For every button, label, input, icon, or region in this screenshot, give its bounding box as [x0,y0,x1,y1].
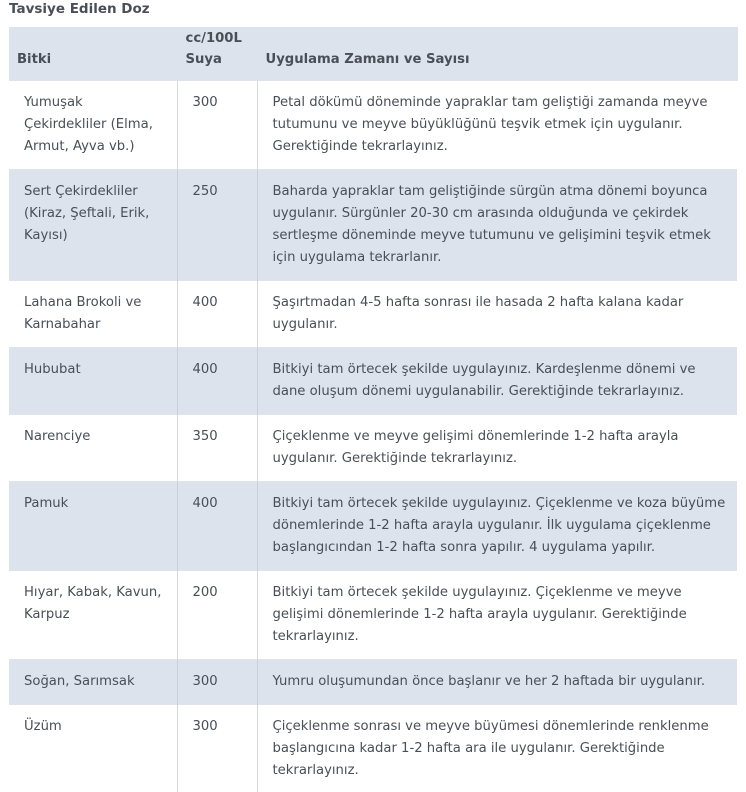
table-row [9,571,737,660]
cell-application: Şaşırtmadan 4-5 hafta sonrası ile hasada 2 hafta kalana kadar uygulanır. [257,281,737,348]
header-dose: cc/100L Suya [177,27,257,81]
cell-application: Baharda yapraklar tam geliştiğinde sürgün atma dönemi boyunca uygulanır. Sürgünler 20-30 cm arasında olduğunda ve çekirdek sertleşme döneminde meyve tutumunu ve gelişimini teşvik etmek için uygulama tekrarlanır. [257,170,737,281]
table-row [9,415,737,482]
cell-application: Çiçeklenme ve meyve gelişimi dönemlerinde 1-2 hafta arayla uygulanır. Gerektiğinde tekrarlayınız. [257,415,737,482]
cell-plant: Yumuşak Çekirdekliler (Elma, Armut, Ayva vb.) [9,81,177,170]
header-application: Uygulama Zamanı ve Sayısı [257,27,737,81]
cell-application: Bitkiyi tam örtecek şekilde uygulayınız. Kardeşlenme dönemi ve dane oluşum dönemi uygulanabilir. Gerektiğinde tekrarlayınız. [257,348,737,415]
header-plant: Bitki [9,27,177,81]
cell-plant: Soğan, Sarımsak [9,660,177,705]
table-row [9,281,737,348]
cell-application: Yumru oluşumundan önce başlanır ve her 2 haftada bir uygulanır. [257,660,737,705]
section-heading: Tavsiye Edilen Doz [9,0,150,18]
cell-plant: Sert Çekirdekliler (Kiraz, Şeftali, Erik, Kayısı) [9,170,177,281]
cell-application: Çiçeklenme sonrası ve meyve büyümesi dönemlerinde renklenme başlangıcına kadar 1-2 hafta ara ile uygulanır. Gerektiğinde tekrarlayınız. [257,705,737,792]
table-row [9,170,737,281]
cell-application: Bitkiyi tam örtecek şekilde uygulayınız. Çiçeklenme ve meyve gelişimi dönemlerinde 1-2 hafta arayla uygulanır. Gerektiğinde tekrarlayınız. [257,571,737,660]
table-row [9,705,737,792]
table-row [9,348,737,415]
cell-application: Bitkiyi tam örtecek şekilde uygulayınız. Çiçeklenme ve koza büyüme dönemlerinde 1-2 hafta arayla uygulanır. İlk uygulama çiçeklenme başlangıcından 1-2 hafta sonra yapılır. 4 uygulama yapılır. [257,482,737,571]
cell-dose: 200 [177,571,257,660]
cell-dose: 350 [177,415,257,482]
cell-plant: Lahana Brokoli ve Karnabahar [9,281,177,348]
table-header-row [9,27,737,81]
cell-plant: Hıyar, Kabak, Kavun, Karpuz [9,571,177,660]
cell-plant: Narenciye [9,415,177,482]
cell-dose: 300 [177,705,257,792]
cell-plant: Hububat [9,348,177,415]
table-row [9,482,737,571]
cell-dose: 400 [177,348,257,415]
cell-dose: 300 [177,660,257,705]
cell-application: Petal dökümü döneminde yapraklar tam geliştiği zamanda meyve tutumunu ve meyve büyüklüğünü teşvik etmek için uygulanır. Gerektiğinde tekrarlayınız. [257,81,737,170]
table-row [9,660,737,705]
cell-dose: 400 [177,482,257,571]
table-row [9,81,737,170]
dose-table [9,27,738,792]
cell-plant: Üzüm [9,705,177,792]
cell-dose: 400 [177,281,257,348]
cell-plant: Pamuk [9,482,177,571]
cell-dose: 250 [177,170,257,281]
cell-dose: 300 [177,81,257,170]
